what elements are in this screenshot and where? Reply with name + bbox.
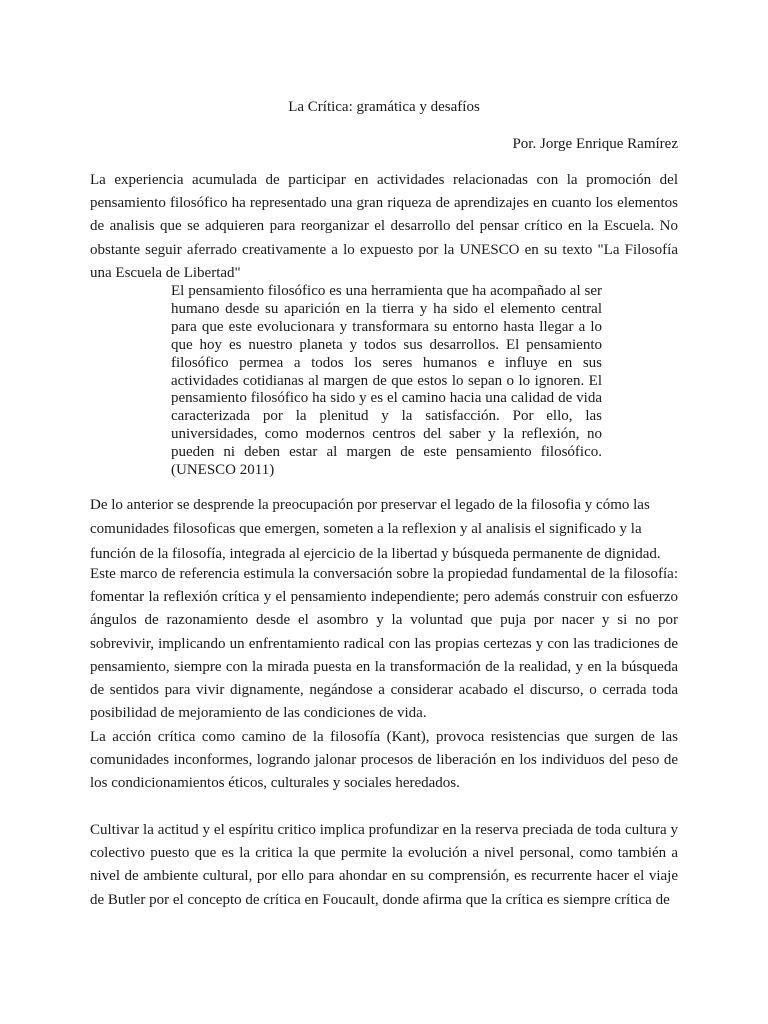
block-quote: El pensamiento filosófico es una herramienta que ha acompañado al ser humano desde su aparición en la tierra y ha sido el elemento central para que este evolucionara y transformara su entorno hasta llegar a lo que hoy es nuestro planeta y todos sus desarrollos. El pensamiento filosófico permea a todos los seres humanos e influye en sus actividades cotidianas al margen de que estos lo sepan o lo ignoren. El pensamiento filosófico ha sido y es el camino hacia una calidad de vida caracterizada por la plenitud y la satisfacción. Por ello, las universidades, como modernos centros del saber y la reflexión, no pueden ni deben estar al margen de este pensamiento filosófico. (UNESCO 2011) xyxy=(171,283,602,479)
paragraph-third: Este marco de referencia estimula la conversación sobre la propiedad fundamental de la filosofía: fomentar la reflexión crítica y el pensamiento independiente; pero además construir con esfuerzo ángulos de razonamiento desde el asombro y la voluntad que puja por nacer y si no por sobrevivir, implicando un enfrentamiento radical con las propias certezas y con las tradiciones de pensamiento, siempre con la mirada puesta en la transformación de la realidad, y en la búsqueda de sentidos para vivir dignamente, negándose a considerar acabado el discurso, o cerrada toda posibilidad de mejoramiento de las condiciones de vida. xyxy=(90,566,678,722)
paragraph-fourth: La acción crítica como camino de la filosofía (Kant), provoca resistencias que surgen de las comunidades inconformes, logrando jalonar procesos de liberación en los individuos del peso de los condicionamientos éticos, culturales y sociales heredados. xyxy=(90,729,678,792)
document-author: Por. Jorge Enrique Ramírez xyxy=(512,136,678,152)
paragraph-fifth: Cultivar la actitud y el espíritu critico implica profundizar en la reserva preciada de toda cultura y colectivo puesto que es la critica la que permite la evolución a nivel personal, como también a nivel de ambiente cultural, por ello para ahondar en su comprensión, es recurrente hacer el viaje de Butler por el concepto de crítica en Foucault, donde afirma que la crítica es siempre crítica de xyxy=(90,822,678,908)
document-title: La Crítica: gramática y desafíos xyxy=(288,99,480,115)
paragraph-intro: La experiencia acumulada de participar en actividades relacionadas con la promoción del pensamiento filosófico ha representado una gran riqueza de aprendizajes en cuanto los elementos de analisis que se adquieren para reorganizar el desarrollo del pensar crítico en la Escuela. No obstante seguir aferrado creativamente a lo expuesto por la UNESCO en su texto "La Filosofía una Escuela de Libertad" xyxy=(90,172,678,281)
paragraph-second: De lo anterior se desprende la preocupación por preservar el legado de la filosofia y cómo las comunidades filosoficas que emergen, someten a la reflexion y al analisis el significado y la función de la filosofía, integrada al ejercicio de la libertad y búsqueda permanente de dignidad. xyxy=(90,497,661,562)
